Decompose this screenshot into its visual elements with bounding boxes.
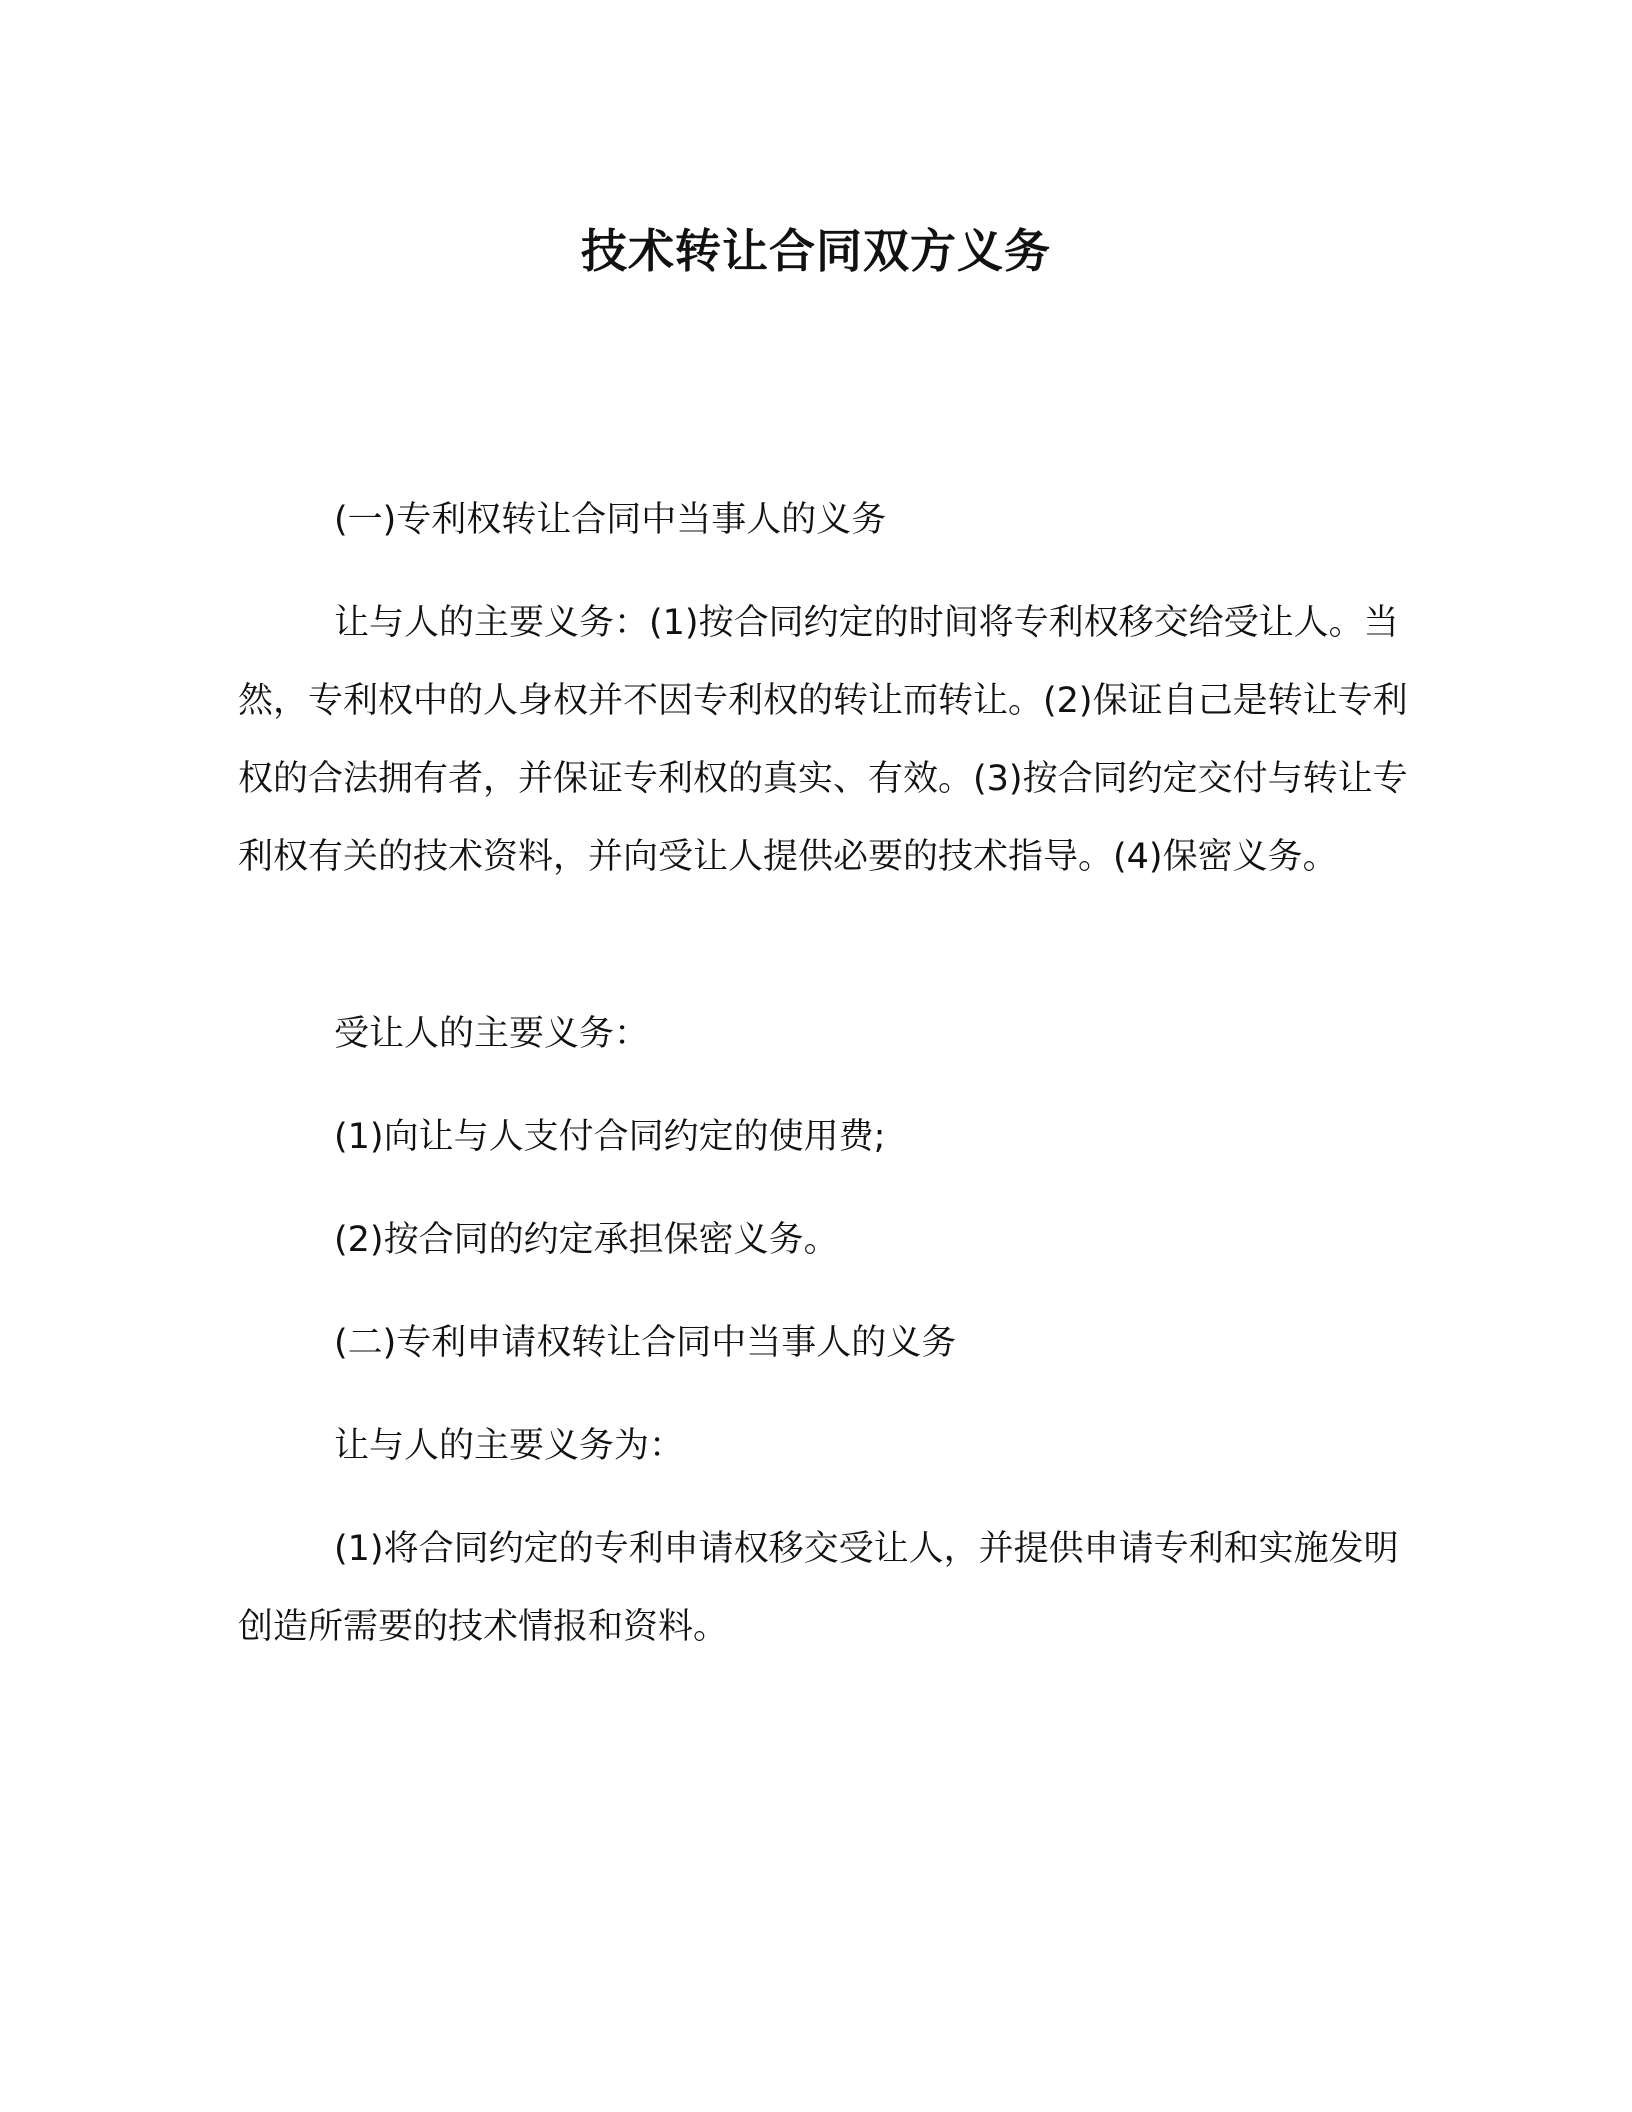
paragraph-transferor-duties: 让与人的主要义务：(1)按合同约定的时间将专利权移交给受让人。当然，专利权中的人身权并不因专利权的转让而转让。(2)保证自己是转让专利权的合法拥有者，并保证专利权的真实、有效。(3)按合同约定交付与转让专利权有关的技术资料，并向受让人提供必要的技术指导。(4)保密义务。 [238,603,1408,877]
paragraph-transferee-heading: 受让人的主要义务： [334,1014,650,1054]
section-1-heading: (一)专利权转让合同中当事人的义务 [334,500,887,540]
paragraph-transferee-duty-1: (1)向让与人支付合同约定的使用费; [334,1117,886,1157]
section-2-heading: (二)专利申请权转让合同中当事人的义务 [334,1323,957,1363]
paragraph-application-transferor-duty-1: (1)将合同约定的专利申请权移交受让人，并提供申请专利和实施发明创造所需要的技术情报和资料。 [238,1529,1399,1647]
paragraph-transferee-duty-2: (2)按合同的约定承担保密义务。 [334,1220,839,1260]
page-title: 技术转让合同双方义务 [581,224,1051,278]
paragraph-application-transferor-heading: 让与人的主要义务为： [334,1426,685,1466]
